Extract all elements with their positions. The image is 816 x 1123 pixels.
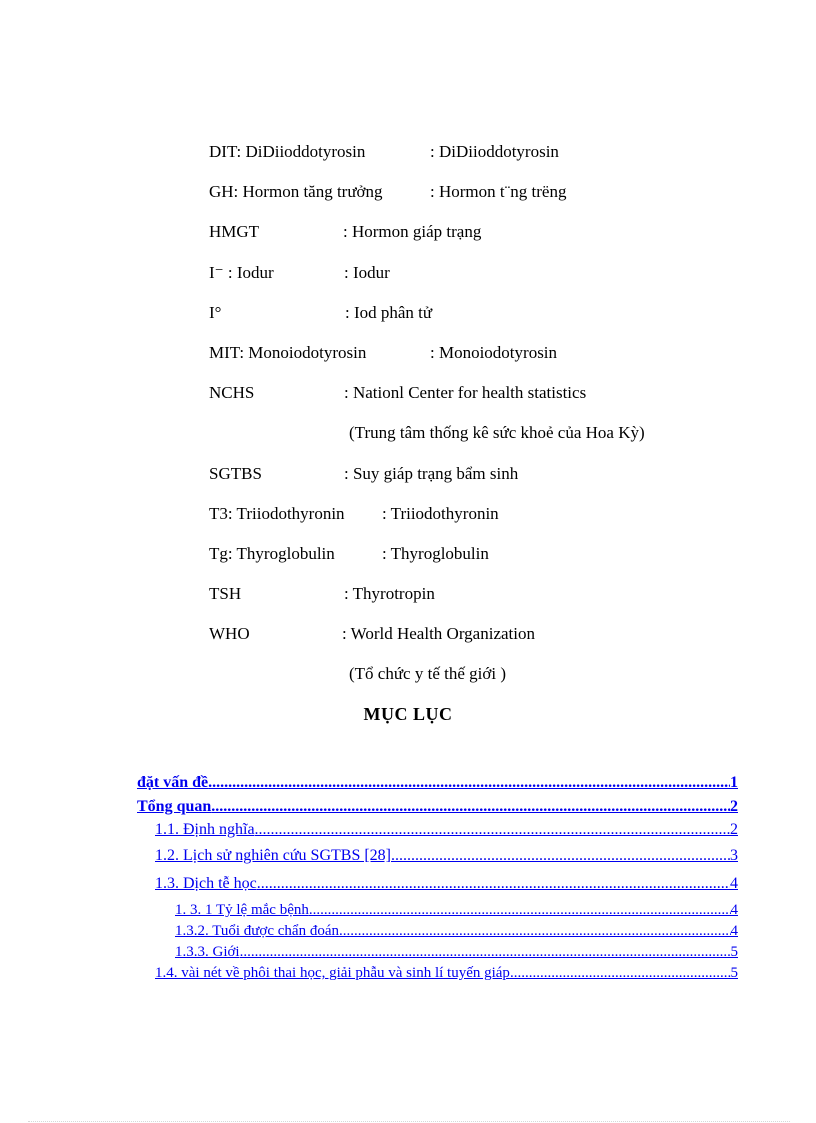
abbreviation-term: Tg: Thyroglobulin <box>209 543 335 563</box>
abbreviation-definition: (Tổ chức y tế thế giới ) <box>349 664 506 684</box>
abbreviation-term: T3: Triiodothyronin <box>209 503 345 523</box>
abbreviation-list <box>209 140 769 703</box>
abbreviation-definition: : World Health Organization <box>342 624 535 644</box>
toc-leader-dots <box>255 821 730 839</box>
abbreviation-definition: : Iodur <box>344 262 390 282</box>
abbreviation-row <box>209 381 769 421</box>
abbreviation-definition: : Nationl Center for health statistics <box>344 383 587 403</box>
abbreviation-row <box>209 462 769 502</box>
abbreviation-term: NCHS <box>209 383 255 403</box>
abbreviation-row <box>209 662 769 702</box>
abbreviation-term: GH: Hormon tăng trưởng <box>209 182 383 202</box>
toc-entry-label: 1.3. Dịch tễ học <box>155 875 257 892</box>
toc-page-number: 2 <box>730 821 738 838</box>
toc-entry-label: đặt vấn đề <box>137 774 209 791</box>
toc-page-number: 4 <box>730 923 738 939</box>
toc-entry-label: 1.4. vài nét về phôi thai học, giải phẫu và sinh lí tuyến giáp <box>155 965 510 981</box>
abbreviation-row <box>209 542 769 582</box>
abbreviation-row <box>209 502 769 542</box>
abbreviation-definition: : Monoiodotyrosin <box>430 342 558 362</box>
toc-link-dich-te-hoc[interactable] <box>155 875 738 893</box>
abbreviation-row <box>209 582 769 622</box>
abbreviation-row <box>209 301 769 341</box>
toc-link-tong-quan[interactable] <box>137 798 738 816</box>
toc-link-dat-van-de[interactable] <box>137 774 738 792</box>
toc-page-number: 5 <box>730 944 738 960</box>
abbreviation-term: I° <box>209 302 222 322</box>
toc-link-lich-su-nghien-cuu[interactable] <box>155 847 738 865</box>
abbreviation-term: WHO <box>209 624 250 644</box>
toc-leader-dots <box>510 965 731 982</box>
toc-entry-label: 1.1. Định nghĩa <box>155 821 255 838</box>
toc-entry-label: 1. 3. 1 Tỷ lệ mắc bệnh <box>175 902 309 918</box>
toc-leader-dots <box>339 923 731 940</box>
abbreviation-row <box>209 180 769 220</box>
abbreviation-definition: : Triiodothyronin <box>382 503 499 523</box>
toc-entry-label: Tổng quan <box>137 798 212 815</box>
toc-leader-dots <box>208 774 730 792</box>
toc-link-dinh-nghia[interactable] <box>155 821 738 839</box>
abbreviation-term: HMGT <box>209 222 260 242</box>
toc-page-number: 2 <box>730 798 738 815</box>
toc-entry-label: 1.3.3. Giới <box>175 944 240 960</box>
abbreviation-term: TSH <box>209 584 242 604</box>
toc-page-number: 1 <box>730 774 738 791</box>
abbreviation-definition: : Suy giáp trạng bẩm sinh <box>344 463 519 483</box>
toc-link-ty-le-mac-benh[interactable] <box>175 902 738 919</box>
abbreviation-definition: : Thyrotropin <box>344 584 435 604</box>
toc-entry-label: 1.2. Lịch sử nghiên cứu SGTBS [28] <box>155 847 391 864</box>
abbreviation-term: DIT: DiDiioddotyrosin <box>209 142 366 161</box>
toc-heading: MỤC LỤC <box>363 704 453 724</box>
abbreviation-row <box>209 220 769 260</box>
abbreviation-row <box>209 341 769 381</box>
abbreviation-row <box>209 421 769 461</box>
toc-page-number: 3 <box>730 847 738 864</box>
toc-page-number: 4 <box>730 902 738 918</box>
toc-leader-dots <box>240 944 731 961</box>
toc-page-number: 4 <box>730 875 738 892</box>
page-bottom-rule <box>28 1121 790 1122</box>
toc-leader-dots <box>211 798 730 816</box>
abbreviation-definition: (Trung tâm thống kê sức khoẻ của Hoa Kỳ) <box>349 423 645 443</box>
toc-link-phoi-thai-hoc[interactable] <box>155 965 738 982</box>
abbreviation-definition: : Hormon giáp trạng <box>343 222 482 242</box>
toc-leader-dots <box>391 847 730 865</box>
toc-link-gioi[interactable] <box>175 944 738 961</box>
toc-link-tuoi-duoc-chan-doan[interactable] <box>175 923 738 940</box>
toc-page-number: 5 <box>730 965 738 981</box>
toc-entry-label: 1.3.2. Tuổi được chẩn đoán <box>175 923 339 939</box>
toc-leader-dots <box>257 875 730 893</box>
abbreviation-definition: : Hormon t¨ng trëng <box>430 182 567 202</box>
abbreviation-term: SGTBS <box>209 463 262 483</box>
abbreviation-definition: : Iod phân tử <box>345 302 433 322</box>
abbreviation-definition: : DiDiioddotyrosin <box>430 142 559 161</box>
abbreviation-term: I⁻ : Iodur <box>209 262 274 282</box>
abbreviation-term: MIT: Monoiodotyrosin <box>209 342 367 362</box>
abbreviation-row <box>209 622 769 662</box>
abbreviation-definition: : Thyroglobulin <box>382 543 489 563</box>
toc-leader-dots <box>309 902 731 919</box>
abbreviation-row <box>209 140 769 180</box>
abbreviation-row <box>209 261 769 301</box>
